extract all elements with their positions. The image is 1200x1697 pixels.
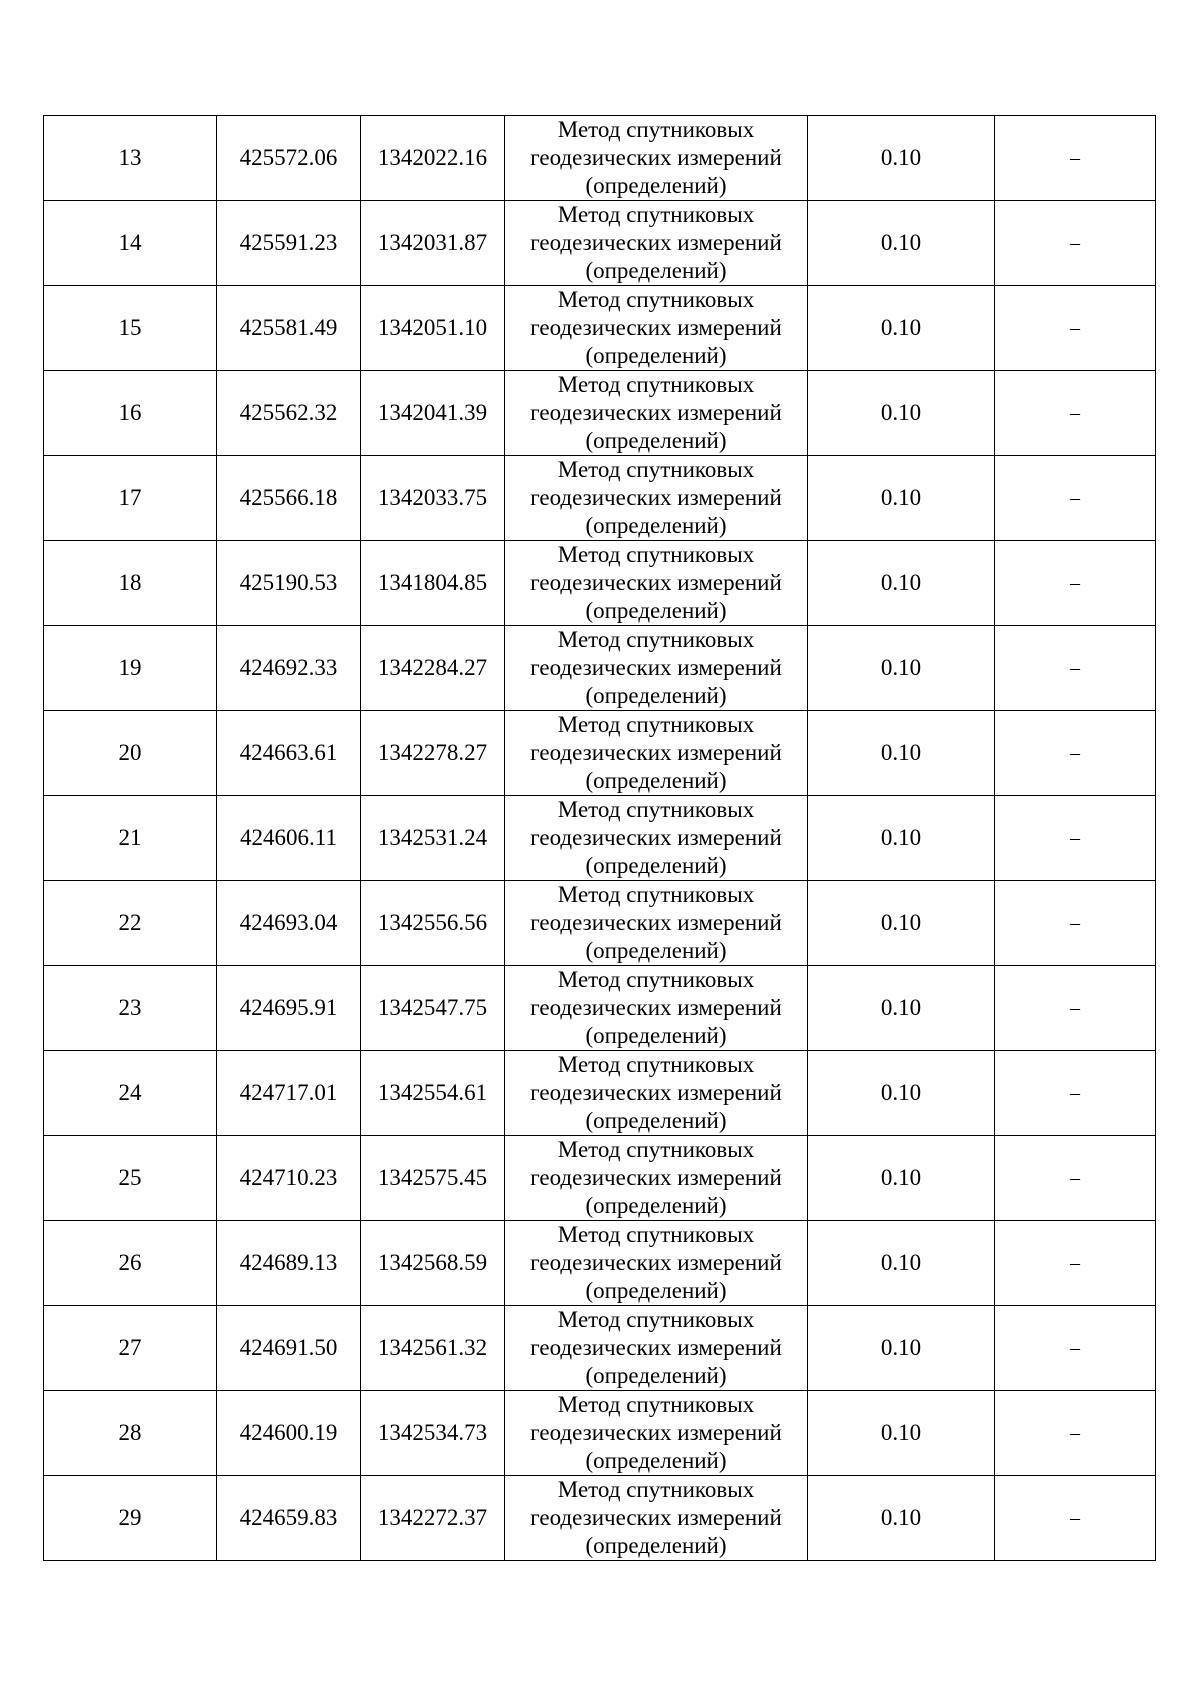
accuracy-cell: 0.10 bbox=[808, 1391, 995, 1476]
method-cell: Метод спутниковых геодезических измерений (определений) bbox=[505, 1306, 808, 1391]
table-row bbox=[44, 796, 1156, 881]
method-cell: Метод спутниковых геодезических измерений (определений) bbox=[505, 1476, 808, 1561]
x-coordinate-cell: 424689.13 bbox=[217, 1221, 361, 1306]
method-cell: Метод спутниковых геодезических измерений (определений) bbox=[505, 371, 808, 456]
method-cell: Метод спутниковых геодезических измерений (определений) bbox=[505, 286, 808, 371]
table-row bbox=[44, 1136, 1156, 1221]
table-row bbox=[44, 541, 1156, 626]
method-cell: Метод спутниковых геодезических измерений (определений) bbox=[505, 1391, 808, 1476]
method-cell: Метод спутниковых геодезических измерений (определений) bbox=[505, 966, 808, 1051]
table-row bbox=[44, 1476, 1156, 1561]
accuracy-cell: 0.10 bbox=[808, 201, 995, 286]
y-coordinate-cell: 1342033.75 bbox=[361, 456, 505, 541]
x-coordinate-cell: 424663.61 bbox=[217, 711, 361, 796]
x-coordinate-cell: 424693.04 bbox=[217, 881, 361, 966]
point-number-cell: 14 bbox=[44, 201, 217, 286]
x-coordinate-cell: 425581.49 bbox=[217, 286, 361, 371]
table-row bbox=[44, 626, 1156, 711]
table-row bbox=[44, 1391, 1156, 1476]
x-coordinate-cell: 424659.83 bbox=[217, 1476, 361, 1561]
x-coordinate-cell: 424692.33 bbox=[217, 626, 361, 711]
x-coordinate-cell: 424710.23 bbox=[217, 1136, 361, 1221]
point-number-cell: 19 bbox=[44, 626, 217, 711]
y-coordinate-cell: 1342272.37 bbox=[361, 1476, 505, 1561]
x-coordinate-cell: 425562.32 bbox=[217, 371, 361, 456]
point-number-cell: 25 bbox=[44, 1136, 217, 1221]
accuracy-cell: 0.10 bbox=[808, 1221, 995, 1306]
note-cell: – bbox=[995, 626, 1156, 711]
note-cell: – bbox=[995, 711, 1156, 796]
y-coordinate-cell: 1342051.10 bbox=[361, 286, 505, 371]
method-cell: Метод спутниковых геодезических измерений (определений) bbox=[505, 1221, 808, 1306]
method-cell: Метод спутниковых геодезических измерений (определений) bbox=[505, 626, 808, 711]
point-number-cell: 29 bbox=[44, 1476, 217, 1561]
table-row bbox=[44, 371, 1156, 456]
point-number-cell: 26 bbox=[44, 1221, 217, 1306]
note-cell: – bbox=[995, 541, 1156, 626]
note-cell: – bbox=[995, 1391, 1156, 1476]
point-number-cell: 15 bbox=[44, 286, 217, 371]
note-cell: – bbox=[995, 1051, 1156, 1136]
y-coordinate-cell: 1342284.27 bbox=[361, 626, 505, 711]
table-row bbox=[44, 201, 1156, 286]
y-coordinate-cell: 1342568.59 bbox=[361, 1221, 505, 1306]
y-coordinate-cell: 1342547.75 bbox=[361, 966, 505, 1051]
method-cell: Метод спутниковых геодезических измерений (определений) bbox=[505, 1051, 808, 1136]
table-row bbox=[44, 1221, 1156, 1306]
method-cell: Метод спутниковых геодезических измерений (определений) bbox=[505, 201, 808, 286]
accuracy-cell: 0.10 bbox=[808, 456, 995, 541]
note-cell: – bbox=[995, 1476, 1156, 1561]
accuracy-cell: 0.10 bbox=[808, 796, 995, 881]
note-cell: – bbox=[995, 1221, 1156, 1306]
accuracy-cell: 0.10 bbox=[808, 1306, 995, 1391]
method-cell: Метод спутниковых геодезических измерений (определений) bbox=[505, 541, 808, 626]
point-number-cell: 18 bbox=[44, 541, 217, 626]
y-coordinate-cell: 1342561.32 bbox=[361, 1306, 505, 1391]
point-number-cell: 20 bbox=[44, 711, 217, 796]
method-cell: Метод спутниковых геодезических измерений (определений) bbox=[505, 116, 808, 201]
table-row bbox=[44, 116, 1156, 201]
y-coordinate-cell: 1342031.87 bbox=[361, 201, 505, 286]
note-cell: – bbox=[995, 371, 1156, 456]
note-cell: – bbox=[995, 456, 1156, 541]
accuracy-cell: 0.10 bbox=[808, 286, 995, 371]
x-coordinate-cell: 424600.19 bbox=[217, 1391, 361, 1476]
accuracy-cell: 0.10 bbox=[808, 1476, 995, 1561]
y-coordinate-cell: 1342041.39 bbox=[361, 371, 505, 456]
y-coordinate-cell: 1342278.27 bbox=[361, 711, 505, 796]
accuracy-cell: 0.10 bbox=[808, 881, 995, 966]
x-coordinate-cell: 424606.11 bbox=[217, 796, 361, 881]
point-number-cell: 28 bbox=[44, 1391, 217, 1476]
y-coordinate-cell: 1342554.61 bbox=[361, 1051, 505, 1136]
method-cell: Метод спутниковых геодезических измерений (определений) bbox=[505, 1136, 808, 1221]
x-coordinate-cell: 425190.53 bbox=[217, 541, 361, 626]
note-cell: – bbox=[995, 116, 1156, 201]
accuracy-cell: 0.10 bbox=[808, 116, 995, 201]
table-row bbox=[44, 966, 1156, 1051]
table-body bbox=[44, 116, 1156, 1561]
table-row bbox=[44, 1306, 1156, 1391]
accuracy-cell: 0.10 bbox=[808, 541, 995, 626]
x-coordinate-cell: 424691.50 bbox=[217, 1306, 361, 1391]
method-cell: Метод спутниковых геодезических измерений (определений) bbox=[505, 881, 808, 966]
accuracy-cell: 0.10 bbox=[808, 966, 995, 1051]
table-row bbox=[44, 711, 1156, 796]
x-coordinate-cell: 424717.01 bbox=[217, 1051, 361, 1136]
note-cell: – bbox=[995, 1306, 1156, 1391]
accuracy-cell: 0.10 bbox=[808, 371, 995, 456]
point-number-cell: 22 bbox=[44, 881, 217, 966]
accuracy-cell: 0.10 bbox=[808, 1136, 995, 1221]
y-coordinate-cell: 1342575.45 bbox=[361, 1136, 505, 1221]
note-cell: – bbox=[995, 1136, 1156, 1221]
note-cell: – bbox=[995, 881, 1156, 966]
point-number-cell: 23 bbox=[44, 966, 217, 1051]
note-cell: – bbox=[995, 201, 1156, 286]
y-coordinate-cell: 1342534.73 bbox=[361, 1391, 505, 1476]
accuracy-cell: 0.10 bbox=[808, 711, 995, 796]
table-row bbox=[44, 286, 1156, 371]
y-coordinate-cell: 1342556.56 bbox=[361, 881, 505, 966]
point-number-cell: 16 bbox=[44, 371, 217, 456]
x-coordinate-cell: 425572.06 bbox=[217, 116, 361, 201]
accuracy-cell: 0.10 bbox=[808, 1051, 995, 1136]
note-cell: – bbox=[995, 286, 1156, 371]
note-cell: – bbox=[995, 966, 1156, 1051]
table-row bbox=[44, 456, 1156, 541]
coordinates-table bbox=[43, 115, 1156, 1561]
method-cell: Метод спутниковых геодезических измерений (определений) bbox=[505, 796, 808, 881]
point-number-cell: 13 bbox=[44, 116, 217, 201]
method-cell: Метод спутниковых геодезических измерений (определений) bbox=[505, 456, 808, 541]
accuracy-cell: 0.10 bbox=[808, 626, 995, 711]
table-row bbox=[44, 1051, 1156, 1136]
x-coordinate-cell: 425566.18 bbox=[217, 456, 361, 541]
point-number-cell: 21 bbox=[44, 796, 217, 881]
y-coordinate-cell: 1342022.16 bbox=[361, 116, 505, 201]
point-number-cell: 27 bbox=[44, 1306, 217, 1391]
x-coordinate-cell: 425591.23 bbox=[217, 201, 361, 286]
point-number-cell: 24 bbox=[44, 1051, 217, 1136]
y-coordinate-cell: 1341804.85 bbox=[361, 541, 505, 626]
y-coordinate-cell: 1342531.24 bbox=[361, 796, 505, 881]
method-cell: Метод спутниковых геодезических измерений (определений) bbox=[505, 711, 808, 796]
table-row bbox=[44, 881, 1156, 966]
note-cell: – bbox=[995, 796, 1156, 881]
point-number-cell: 17 bbox=[44, 456, 217, 541]
x-coordinate-cell: 424695.91 bbox=[217, 966, 361, 1051]
